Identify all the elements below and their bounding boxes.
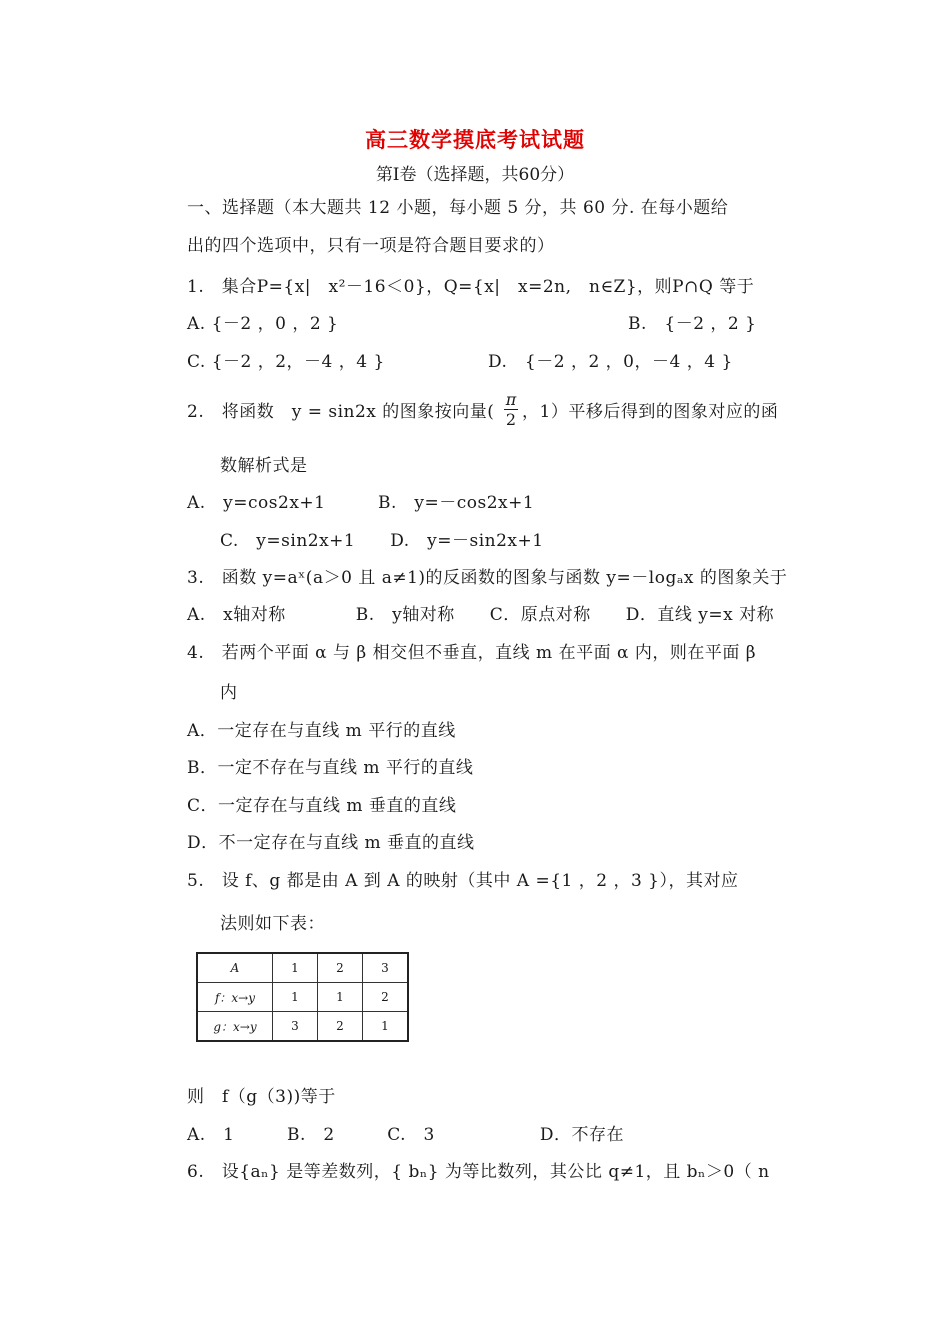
question-2-fraction xyxy=(504,390,518,429)
table-cell: 2 xyxy=(363,983,409,1012)
question-4-option-d: D．不一定存在与直线 m 垂直的直线 xyxy=(187,833,475,853)
table-header-cell: 2 xyxy=(318,953,363,983)
question-4-option-a: A．一定存在与直线 m 平行的直线 xyxy=(187,721,456,741)
table-row xyxy=(197,1012,408,1042)
question-1-option-d: D. {－2 ，2 ，0，－4 ，4 } xyxy=(488,352,733,372)
table-cell: g：x→y xyxy=(197,1012,273,1042)
page-title: 高三数学摸底考试试题 xyxy=(365,127,585,152)
mapping-table xyxy=(196,952,409,1042)
fraction-denominator: 2 xyxy=(505,410,517,429)
question-2-stem-cont: 数解析式是 xyxy=(220,456,308,476)
table-cell: 1 xyxy=(273,983,318,1012)
table-header-cell: 3 xyxy=(363,953,409,983)
question-4-option-b: B．一定不存在与直线 m 平行的直线 xyxy=(187,758,474,778)
question-3-options: A. x轴对称 B. y轴对称 C．原点对称 D．直线 y=x 对称 xyxy=(187,605,775,625)
section-subtitle: 第Ⅰ卷（选择题，共60分） xyxy=(375,165,575,185)
table-header-cell: 1 xyxy=(273,953,318,983)
question-2-options-ab: A. y=cos2x+1 B. y=－cos2x+1 xyxy=(187,493,535,513)
question-2-options-cd: C. y=sin2x+1 D. y=－sin2x+1 xyxy=(220,531,544,551)
question-5-stem-cont: 法则如下表： xyxy=(220,914,325,934)
table-row xyxy=(197,983,408,1012)
fraction-numerator: π xyxy=(505,390,517,409)
table-cell: 3 xyxy=(273,1012,318,1042)
table-cell: 1 xyxy=(318,983,363,1012)
table-header-cell: A xyxy=(197,953,273,983)
section-intro-line-1: 一、选择题（本大题共 12 小题，每小题 5 分，共 60 分. 在每小题给 xyxy=(187,198,729,218)
table-cell: 2 xyxy=(318,1012,363,1042)
question-1-stem: 1. 集合P={x| x²－16＜0}，Q={x| x=2n, n∈Z}，则P∩Q 等于 xyxy=(187,277,755,297)
table-cell: 1 xyxy=(363,1012,409,1042)
question-5-stem: 5. 设 f、g 都是由 A 到 A 的映射（其中 A ={1 ，2 ，3 }），其对应 xyxy=(187,871,739,891)
question-1-option-a: A. {－2 ，0 ，2 } xyxy=(187,314,339,334)
question-4-option-c: C．一定存在与直线 m 垂直的直线 xyxy=(187,796,457,816)
table-cell: f：x→y xyxy=(197,983,273,1012)
question-6-stem: 6. 设{aₙ} 是等差数列，{ bₙ} 为等比数列，其公比 q≠1，且 bₙ＞0（ n xyxy=(187,1162,770,1182)
question-2-stem-post: ，1）平移后得到的图象对应的函 xyxy=(522,402,779,422)
question-5-ask: 则 f（g（3))等于 xyxy=(187,1087,336,1107)
section-intro-line-2: 出的四个选项中，只有一项是符合题目要求的） xyxy=(187,236,555,256)
question-4-stem-cont: 内 xyxy=(220,683,238,703)
question-1-option-c: C. {－2 ，2，－4 ，4 } xyxy=(187,352,385,372)
question-4-stem: 4. 若两个平面 α 与 β 相交但不垂直，直线 m 在平面 α 内，则在平面 β xyxy=(187,643,757,663)
question-1-option-b: B. {－2 ，2 } xyxy=(628,314,757,334)
question-3-stem: 3. 函数 y=aˣ(a＞0 且 a≠1)的反函数的图象与函数 y=－logₐx 的图象关于 xyxy=(187,568,788,588)
table-header-row xyxy=(197,953,408,983)
question-5-options: A. 1 B. 2 C. 3 D．不存在 xyxy=(187,1125,624,1145)
question-2-stem-pre: 2. 将函数 y = sin2x 的图象按向量( xyxy=(187,402,495,422)
